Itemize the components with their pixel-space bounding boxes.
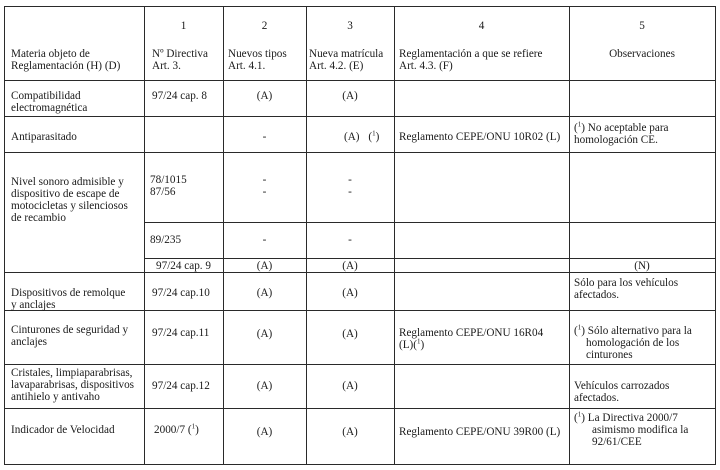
row7-matricula: (A)	[342, 426, 358, 438]
row5-nuevos: (A)	[256, 328, 273, 340]
row3-sub2-nuevos: -	[262, 186, 267, 198]
row2-observaciones: ($^1$) No aceptable para	[574, 120, 669, 134]
row1-materia: Compatibilidad	[11, 90, 81, 102]
header-nuevos-tipos-2: Art. 4.1.	[228, 60, 266, 72]
row3-materia-3: motocicletas y silenciosos	[11, 200, 128, 212]
row7-obs-text: La Directiva 2000/7	[587, 412, 678, 424]
header-nueva-matricula-2: Art. 4.2. (E)	[309, 60, 364, 72]
row3-sub1-nuevos: -	[262, 174, 267, 186]
rule-row-4	[4, 310, 716, 311]
row3-materia-4: de recambio	[11, 212, 66, 224]
rule-bottom	[4, 464, 716, 465]
row3-sub1-directiva: 78/1015	[150, 174, 187, 186]
row5-materia-2: anclajes	[11, 336, 48, 348]
col-number-5: 5	[639, 20, 645, 32]
row7-directiva-footnote: 1	[191, 422, 196, 431]
row1-nuevos: (A)	[256, 90, 273, 102]
row1-matricula: (A)	[342, 90, 358, 102]
row6-materia: Cristales, limpiaparabrisas,	[11, 367, 133, 379]
col-rule-5	[569, 6, 570, 464]
row7-obs-footnote: 1	[577, 410, 582, 419]
row6-materia-3: antihielo y antivaho	[11, 391, 100, 403]
header-directiva-2: Art. 3.	[152, 60, 181, 72]
row4-observaciones: Sólo para los vehículos	[574, 277, 679, 289]
row5-observaciones-2: homologación de los	[586, 337, 680, 349]
row3-sub2-directiva: 87/56	[150, 186, 176, 198]
row4-nuevos: (A)	[256, 287, 273, 299]
header-nueva-matricula: Nueva matrícula	[309, 48, 384, 60]
col-number-1: 1	[180, 20, 187, 32]
row2-obs-text: No aceptable para	[587, 122, 669, 134]
col-number-4: 4	[478, 20, 485, 32]
col-rule-4	[394, 6, 395, 464]
row7-reglamentacion: Reglamento CEPE/ONU 39R00 (L)	[399, 426, 561, 438]
row6-observaciones-2: afectados.	[574, 392, 620, 404]
row3-sub4-directiva: 97/24 cap. 9	[156, 260, 211, 272]
row5-obs-footnote: 1	[577, 323, 582, 332]
row2-obs-footnote: 1	[577, 120, 582, 129]
row3-sub2-matricula: -	[348, 186, 352, 198]
row4-directiva: 97/24 cap.10	[152, 287, 210, 299]
row1-materia-2: electromagnética	[11, 102, 88, 114]
rule-row-1	[4, 116, 716, 117]
row7-directiva: 2000/7 ($^1$)	[154, 422, 199, 436]
row2-nuevos: -	[262, 131, 267, 143]
row4-observaciones-2: afectados.	[574, 289, 620, 301]
row7-nuevos: (A)	[256, 426, 273, 438]
row3-sub3-matricula: -	[348, 234, 352, 246]
row5-observaciones-3: cinturones	[586, 349, 633, 361]
row3-materia-2: dispositivo de escape de	[11, 188, 120, 200]
row6-directiva: 97/24 cap.12	[152, 380, 210, 392]
regulation-table	[4, 6, 716, 464]
row7-materia: Indicador de Velocidad	[11, 424, 115, 436]
rule-row-5	[4, 364, 716, 365]
rule-row-3-sub	[144, 222, 716, 223]
rule-row-3	[4, 272, 716, 273]
row5-observaciones: ($^1$) Sólo alternativo para la	[574, 323, 692, 337]
header-materia: Materia objeto de	[11, 48, 90, 60]
row4-matricula: (A)	[342, 287, 358, 299]
row5-reg-value: (L)	[399, 339, 414, 351]
header-directiva: Nº Directiva	[152, 48, 208, 60]
row7-observaciones-3: 92/61/CEE	[592, 436, 642, 448]
rule-row-6	[4, 408, 716, 409]
rule-row-2	[4, 152, 716, 153]
rule-row-3-sub-2	[144, 258, 716, 259]
row7-observaciones: ($^1$) La Directiva 2000/7	[574, 410, 678, 424]
row3-sub3-nuevos: -	[262, 234, 267, 246]
col-number-3: 3	[347, 20, 353, 32]
row2-matricula-footnote: ($^1$)	[368, 129, 380, 143]
col-rule-0	[4, 6, 5, 464]
row5-matricula: (A)	[342, 328, 358, 340]
row2-materia: Antiparasitado	[11, 131, 77, 143]
row2-reglamentacion: Reglamento CEPE/ONU 10R02 (L)	[399, 131, 561, 143]
row6-matricula: (A)	[342, 380, 358, 392]
row7-directiva-value: 2000/7	[154, 424, 186, 436]
row3-sub3-directiva: 89/235	[150, 234, 182, 246]
row7-observaciones-2: asimismo modifica la	[592, 424, 689, 436]
row2-matricula	[344, 131, 379, 143]
row5-obs-text: Sólo alternativo para la	[587, 325, 692, 337]
rule-header-bottom	[4, 80, 716, 81]
row6-materia-2: lavaparabrisas, dispositivos	[11, 379, 135, 391]
row1-directiva: 97/24 cap. 8	[152, 90, 207, 102]
row5-reglamentacion-2: (L)($^1$)	[399, 337, 425, 351]
row6-observaciones: Vehículos carrozados	[574, 380, 670, 392]
header-observaciones: Observaciones	[609, 48, 675, 60]
row2-observaciones-2: homologación CE.	[574, 134, 658, 146]
row2-matricula-value: (A)	[344, 131, 360, 143]
row3-sub4-nuevos: (A)	[256, 260, 273, 272]
row5-reg-footnote: 1	[417, 337, 421, 346]
col-number-2: 2	[261, 20, 268, 32]
row5-directiva: 97/24 cap.11	[152, 327, 210, 339]
row3-sub1-matricula: -	[348, 174, 352, 186]
row5-reglamentacion: Reglamento CEPE/ONU 16R04	[399, 327, 544, 339]
row3-sub4-observaciones: (N)	[634, 260, 650, 272]
row3-sub4-matricula: (A)	[342, 260, 358, 272]
header-nuevos-tipos: Nuevos tipos	[228, 48, 287, 60]
header-reglamentacion: Reglamentación a que se refiere	[399, 48, 543, 60]
col-rule-1	[144, 6, 145, 464]
row6-nuevos: (A)	[256, 380, 273, 392]
row5-materia: Cinturones de seguridad y	[11, 324, 129, 336]
rule-top	[4, 6, 716, 7]
row4-materia: Dispositivos de remolque	[11, 287, 126, 299]
col-rule-6	[715, 6, 716, 464]
row4-materia-2: y anclajes	[11, 299, 56, 311]
row3-materia: Nivel sonoro admisible y	[11, 176, 124, 188]
header-materia-2: Reglamentación (H) (D)	[11, 60, 121, 72]
header-reglamentacion-2: Art. 4.3. (F)	[399, 60, 453, 72]
